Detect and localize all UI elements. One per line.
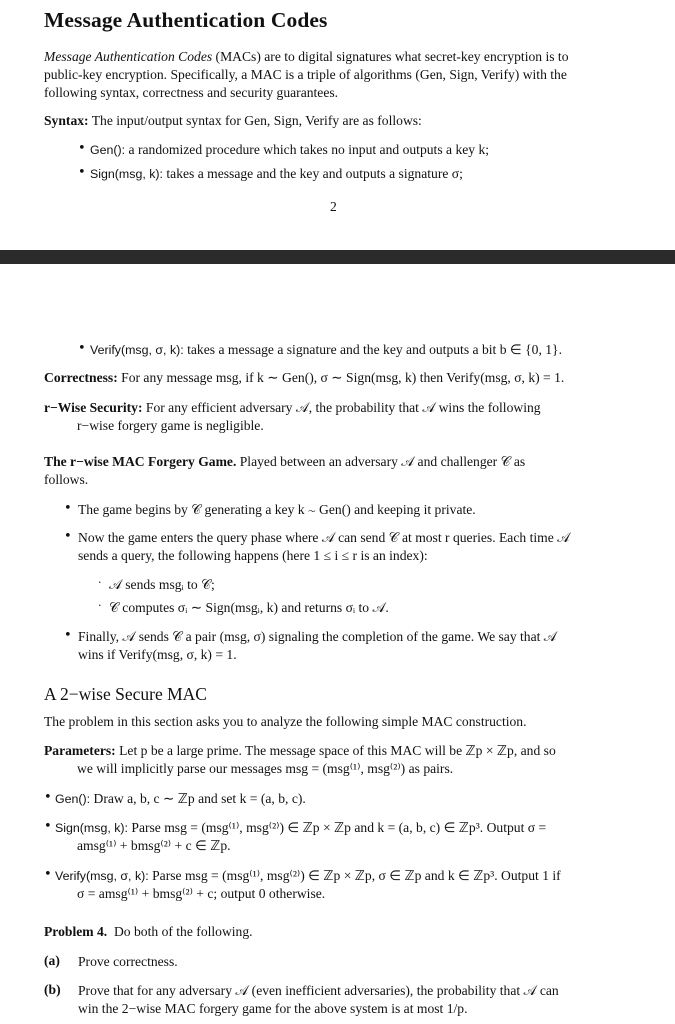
verify-desc: takes a message a signature and the key and outputs a bit b ∈ {0, 1}. [187, 342, 562, 357]
correctness-text: For any message msg, if k ∼ Gen(), σ ∼ Sign(msg, k) then Verify(msg, σ, k) = 1. [121, 370, 565, 385]
game-label: The r−wise MAC Forgery Game. [44, 454, 237, 469]
gen-desc: a randomized procedure which takes no input and outputs a key k; [128, 142, 490, 157]
bullet-dot: • [44, 790, 52, 805]
sub-bullet-dot: · [98, 599, 102, 612]
problem-heading [44, 923, 634, 941]
parameters-label: Parameters: [44, 743, 116, 758]
part-b-label: (b) [44, 982, 61, 997]
game-subitem-2: 𝒞 computes σᵢ ∼ Sign(msgᵢ, k) and returns σᵢ to 𝒜. [109, 600, 389, 615]
construction-sign-fn: Sign(msg, k): [55, 821, 128, 835]
parameters-paragraph [44, 742, 632, 778]
intro-paragraph [44, 48, 632, 102]
bullet-dot: • [44, 819, 52, 834]
part-b-line-1: Prove that for any adversary 𝒜 (even inefficient adversaries), the probability that 𝒜 can [78, 983, 559, 998]
sign-bullet [90, 165, 630, 183]
correctness-paragraph [44, 369, 634, 387]
game-item-3-line-1: Finally, 𝒜 sends 𝒞 a pair (msg, σ) signaling the completion of the game. We say that 𝒜 [78, 629, 557, 644]
game-subitem-1: 𝒜 sends msgᵢ to 𝒞; [109, 577, 215, 592]
page-2 [0, 264, 675, 1024]
syntax-paragraph [44, 112, 632, 130]
page-title: Message Authentication Codes [44, 8, 328, 32]
security-line-1: For any efficient adversary 𝒜, the probability that 𝒜 wins the following [145, 400, 541, 415]
sign-desc: takes a message and the key and outputs a signature σ; [166, 166, 463, 181]
sub-bullet-dot: · [98, 576, 102, 589]
construction-sign-line-1: Parse msg = (msg⁽¹⁾, msg⁽²⁾) ∈ ℤp × ℤp and k = (a, b, c) ∈ ℤp³. Output σ = [131, 820, 547, 835]
game-item-2 [78, 529, 633, 565]
bullet-dot: • [78, 141, 86, 156]
construction-verify-line-2: σ = amsg⁽¹⁾ + bmsg⁽²⁾ + c; output 0 otherwise. [77, 886, 326, 901]
page-number: 2 [330, 199, 337, 214]
construction-gen [55, 790, 630, 808]
sign-fn: Sign(msg, k): [90, 167, 163, 181]
bullet-dot: • [64, 529, 72, 544]
intro-line-3: following syntax, correctness and security guarantees. [44, 85, 339, 100]
syntax-text: The input/output syntax for Gen, Sign, Verify are as follows: [91, 113, 422, 128]
page-1 [0, 0, 675, 250]
security-label: r−Wise Security: [44, 400, 143, 415]
construction-verify [55, 867, 633, 903]
construction-sign [55, 819, 633, 855]
bullet-dot: • [78, 341, 86, 356]
problem-label: Problem 4. [44, 924, 108, 939]
intro-line-1 [44, 48, 632, 66]
game-item-2-line-2: sends a query, the following happens (here 1 ≤ i ≤ r is an index): [78, 548, 428, 563]
part-b-line-2: win the 2−wise MAC forgery game for the above system is at most 1/p. [78, 1001, 468, 1016]
section-title: A 2−wise Secure MAC [44, 684, 207, 704]
construction-gen-text: Draw a, b, c ∼ ℤp and set k = (a, b, c). [93, 791, 306, 806]
game-line-1: Played between an adversary 𝒜 and challenger 𝒞 as [239, 454, 526, 469]
gen-fn: Gen(): [90, 143, 126, 157]
game-item-1: The game begins by 𝒞 generating a key k ∼ Gen() and keeping it private. [78, 502, 476, 517]
part-a-label: (a) [44, 953, 60, 968]
construction-sign-line-2: amsg⁽¹⁾ + bmsg⁽²⁾ + c ∈ ℤp. [77, 838, 231, 853]
construction-gen-fn: Gen(): [55, 792, 91, 806]
section-intro: The problem in this section asks you to analyze the following simple MAC construction. [44, 714, 527, 729]
bullet-dot: • [78, 165, 86, 180]
parameters-line-1: Let p be a large prime. The message space of this MAC will be ℤp × ℤp, and so [119, 743, 556, 758]
construction-verify-line-1: Parse msg = (msg⁽¹⁾, msg⁽²⁾) ∈ ℤp × ℤp, σ ∈ ℤp and k ∈ ℤp³. Output 1 if [152, 868, 561, 883]
part-b [78, 982, 633, 1018]
intro-line-1-rest: (MACs) are to digital signatures what secret-key encryption is to [212, 49, 569, 64]
problem-text: Do both of the following. [113, 924, 253, 939]
verify-bullet [90, 341, 635, 359]
gen-bullet [90, 141, 630, 159]
verify-fn: Verify(msg, σ, k): [90, 343, 184, 357]
game-line-2: follows. [44, 472, 89, 487]
bullet-dot: • [64, 628, 72, 643]
bullet-dot: • [64, 501, 72, 516]
security-paragraph [44, 399, 632, 435]
part-a-text: Prove correctness. [78, 954, 178, 969]
bullet-dot: • [44, 867, 52, 882]
game-item-2-line-1: Now the game enters the query phase where 𝒜 can send 𝒞 at most r queries. Each time 𝒜 [78, 530, 570, 545]
parameters-line-2: we will implicitly parse our messages msg = (msg⁽¹⁾, msg⁽²⁾) as pairs. [77, 761, 454, 776]
security-line-2: r−wise forgery game is negligible. [77, 418, 264, 433]
game-item-3 [78, 628, 633, 664]
intro-term: Message Authentication Codes [44, 49, 213, 64]
game-item-3-line-2: wins if Verify(msg, σ, k) = 1. [78, 647, 237, 662]
intro-line-2: public-key encryption. Specifically, a MAC is a triple of algorithms (Gen, Sign, Verify) with the [44, 67, 567, 82]
syntax-label: Syntax: [44, 113, 89, 128]
correctness-label: Correctness: [44, 370, 118, 385]
page-separator [0, 250, 675, 264]
game-paragraph [44, 453, 632, 489]
construction-verify-fn: Verify(msg, σ, k): [55, 869, 149, 883]
